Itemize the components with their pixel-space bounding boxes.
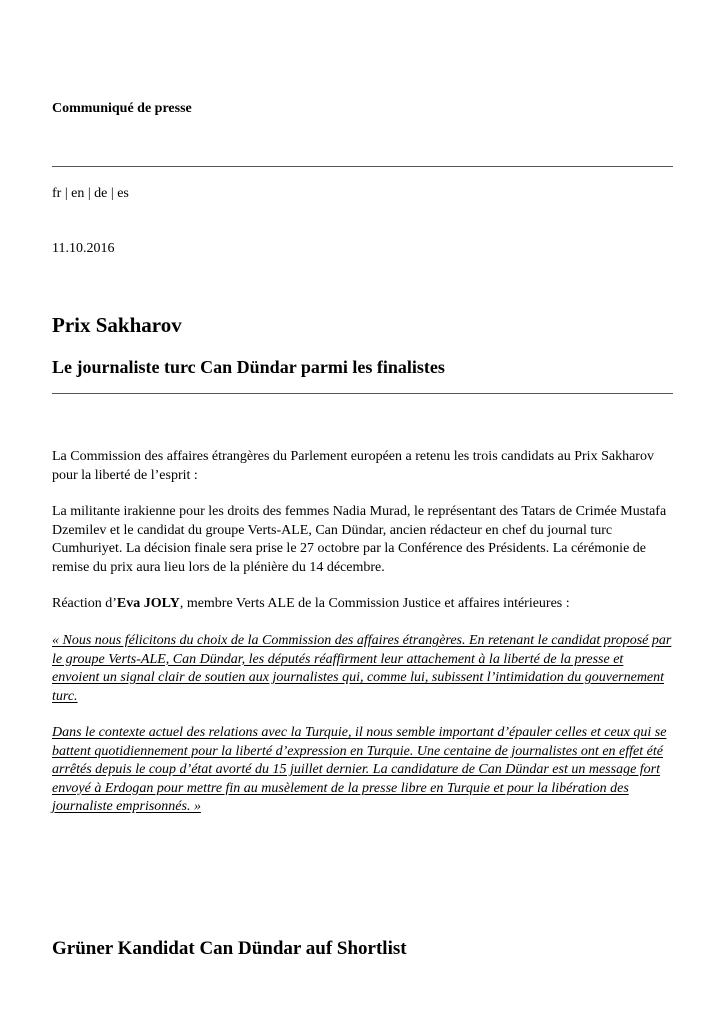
article-title: Prix Sakharov	[52, 313, 182, 337]
lang-link-fr[interactable]: fr	[52, 186, 62, 201]
candidates-paragraph: La militante irakienne pour les droits des femmes Nadia Murad, le représentant des Tatars de Crimée Mustafa Dzemilev et le candidat du groupe Verts-ALE, Can Dündar, ancien rédacteur en chef du journal turc Cumhuriyet. La décision finale sera prise le 27 octobre par la Conférence des Présidents. La cérémonie de remise du prix aura lieu lors de la plénière du 14 décembre.	[52, 504, 667, 575]
reaction-prefix: Réaction d’	[52, 596, 117, 611]
release-date: 11.10.2016	[52, 241, 115, 256]
lang-separator: |	[61, 186, 72, 201]
title-divider	[52, 393, 673, 394]
reaction-suffix: , membre Verts ALE de la Commission Justice et affaires intérieures :	[179, 596, 570, 611]
quote-paragraph-2: Dans le contexte actuel des relations avec la Turquie, il nous semble important d’épauler celles et ceux qui se battent quotidiennement pour la liberté d’expression en Turquie. Une centaine de journalistes ont en effet été arrêtés depuis le coup d’état avorté du 15 juillet dernier. La candidature de Can Dündar est un message fort envoyé à Erdogan pour mettre fin au musèlement de la presse libre en Turquie et pour la libération des journaliste emprisonnés. »	[52, 725, 667, 814]
quote-paragraph-1: « Nous nous félicitons du choix de la Commission des affaires étrangères. En retenant le candidat proposé par le groupe Verts-ALE, Can Dündar, les députés réaffirment leur attachement à la liberté de la presse et envoient un signal clair de soutien aux journalistes qui, comme lui, subissent l’intimidation du gouvernement turc.	[52, 633, 672, 704]
lang-link-en[interactable]: en	[71, 186, 85, 201]
reaction-paragraph	[52, 595, 673, 614]
lang-link-de[interactable]: de	[94, 186, 108, 201]
lang-separator: |	[84, 186, 95, 201]
reaction-speaker-name: Eva JOLY	[116, 596, 180, 611]
next-section-heading: Grüner Kandidat Can Dündar auf Shortlist	[52, 938, 407, 959]
header-divider	[52, 166, 673, 167]
article-subtitle: Le journaliste turc Can Dündar parmi les finalistes	[52, 357, 445, 377]
lang-separator: |	[107, 186, 118, 201]
language-switcher	[52, 186, 129, 202]
lang-link-es[interactable]: es	[117, 186, 129, 201]
intro-paragraph: La Commission des affaires étrangères du Parlement européen a retenu les trois candidats au Prix Sakharov pour la liberté de l’esprit :	[52, 449, 654, 483]
press-release-kicker: Communiqué de presse	[52, 101, 192, 116]
